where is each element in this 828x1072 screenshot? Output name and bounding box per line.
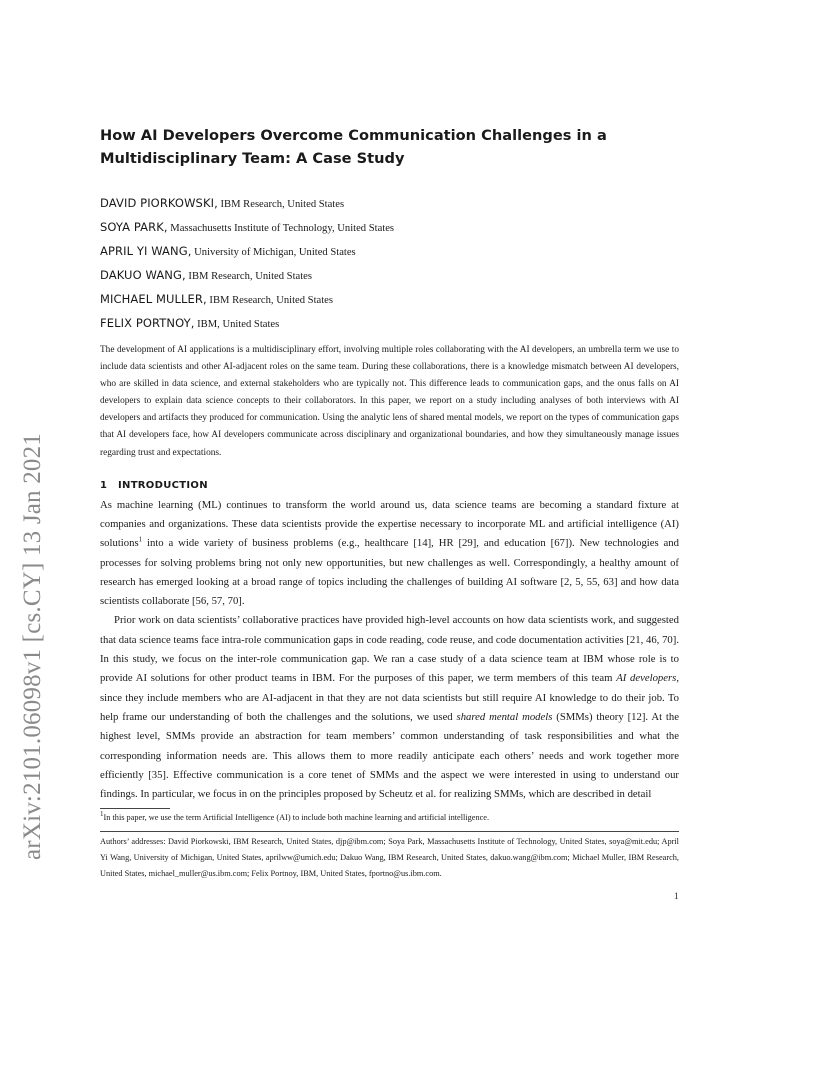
author-affiliation: IBM, United States xyxy=(194,319,280,330)
arxiv-identifier: arXiv:2101.06098v1 [cs.CY] 13 Jan 2021 xyxy=(19,433,46,860)
author-affiliation: Massachusetts Institute of Technology, United States xyxy=(167,223,395,234)
section-heading xyxy=(100,476,679,496)
author-entry xyxy=(100,192,679,216)
text-run: As machine learning (ML) continues to transform the world around us, data science teams are becoming a standard fixture at companies and organizations. These data scientists provide the expertise necessary to incorporate ML and artificial intelligence (AI) solutions xyxy=(100,498,679,550)
author-entry xyxy=(100,216,679,240)
author-affiliation: University of Michigan, United States xyxy=(191,247,356,258)
author-affiliation: IBM Research, United States xyxy=(217,199,345,210)
section-body xyxy=(100,496,679,805)
section-title: INTRODUCTION xyxy=(118,479,208,491)
paragraph xyxy=(100,496,679,612)
text-run: , since they include members who are AI-adjacent in that they are not data scientists but still require AI knowledge to do their job. To help frame our understanding of both the challenges and the solutions, we used xyxy=(100,672,679,723)
paper-page xyxy=(100,124,679,882)
text-run: Prior work on data scientists’ collaborative practices have provided high-level accounts on how data scientists work, and suggested that data science teams face intra-role communication gaps in code reading, code reuse, and code documentation activities [21, 46, 70]. In this study, we focus on the inter-role communication gap. We ran a case study of a data science team at IBM whose role is to provide AI solutions for other product teams in IBM. For the purposes of this paper, we term members of this team xyxy=(100,614,679,685)
author-affiliation: IBM Research, United States xyxy=(206,295,333,306)
title-line-1: How AI Developers Overcome Communication Challenges in a xyxy=(100,127,607,144)
author-entry xyxy=(100,240,679,264)
section-number: 1 xyxy=(100,479,108,491)
footnote-number: 1 xyxy=(100,810,104,819)
author-name: DAVID PIORKOWSKI, xyxy=(100,196,218,210)
footnote-text: In this paper, we use the term Artificial Intelligence (AI) to include both machine learning and artificial intelligence. xyxy=(103,813,490,823)
author-name: DAKUO WANG, xyxy=(100,268,186,282)
author-name: APRIL YI WANG, xyxy=(100,244,192,258)
footnote-marker[interactable]: 1 xyxy=(138,535,143,544)
page-number: 1 xyxy=(674,891,679,901)
title-line-2: Multidisciplinary Team: A Case Study xyxy=(100,150,405,167)
author-entry xyxy=(100,312,679,336)
paper-title xyxy=(100,124,679,170)
emphasis: shared mental models xyxy=(456,710,553,723)
addresses-divider xyxy=(100,831,679,832)
author-affiliation: IBM Research, United States xyxy=(185,271,312,282)
text-run: (SMMs) theory [12]. At the highest level, SMMs provide an abstraction for team members’ common understanding of task responsibilities and what the corresponding information needs are. This allows them to more readily anticipate each others’ needs and work together more efficiently [35]. Effective communication is a core tenet of SMMs and the aspect we were interested in using to understand our findings. In particular, we focus in on the principles proposed by Scheutz et al. for realizing SMMs, which are described in detail xyxy=(100,710,679,801)
author-list xyxy=(100,192,679,336)
footnote xyxy=(100,811,679,825)
author-name: FELIX PORTNOY, xyxy=(100,316,195,330)
author-addresses: Authors’ addresses: David Piorkowski, IBM Research, United States, djp@ibm.com; Soya Park, Massachusetts Institute of Technology, United States, soya@mit.edu; April Yi Wang, University of Michigan, United States, aprilww@umich.edu; Dakuo Wang, IBM Research, United States, dakuo.wang@ibm.com; Michael Muller, IBM Research, United States, michael_muller@us.ibm.com; Felix Portnoy, IBM, United States, fportno@us.ibm.com. xyxy=(100,837,679,879)
author-entry xyxy=(100,264,679,288)
abstract: The development of AI applications is a multidisciplinary effort, involving multiple roles collaborating with the AI developers, an umbrella term we use to include data scientists and other AI-adjacent roles on the same team. During these collaborations, there is a knowledge mismatch between AI developers, who are skilled in data science, and external stakeholders who are typically not. This difference leads to communication gaps, and the onus falls on AI developers to explain data science concepts to their collaborators. In this paper, we report on a study including analyses of both interviews with AI developers and artifacts they produced for communication. Using the analytic lens of shared mental models, we report on the types of communication gaps that AI developers face, how AI developers communicate across disciplinary and organizational boundaries, and how they simultaneously manage issues regarding trust and expectations. xyxy=(100,345,679,458)
emphasis: AI developers xyxy=(616,672,677,685)
text-run: into a wide variety of business problems (e.g., healthcare [14], HR [29], and education [67]). New technologies and processes for solving problems bring not only new opportunities, but new challenges as well. Correspondingly, a healthy amount of research has emerged looking at a broad range of topics including the challenges of building AI software [2, 5, 55, 63] and how data scientists collaborate [56, 57, 70]. xyxy=(100,537,679,608)
paragraph xyxy=(100,611,679,804)
author-entry xyxy=(100,288,679,312)
author-name: MICHAEL MULLER, xyxy=(100,292,207,306)
author-name: SOYA PARK, xyxy=(100,220,168,234)
footnote-divider xyxy=(100,808,170,809)
